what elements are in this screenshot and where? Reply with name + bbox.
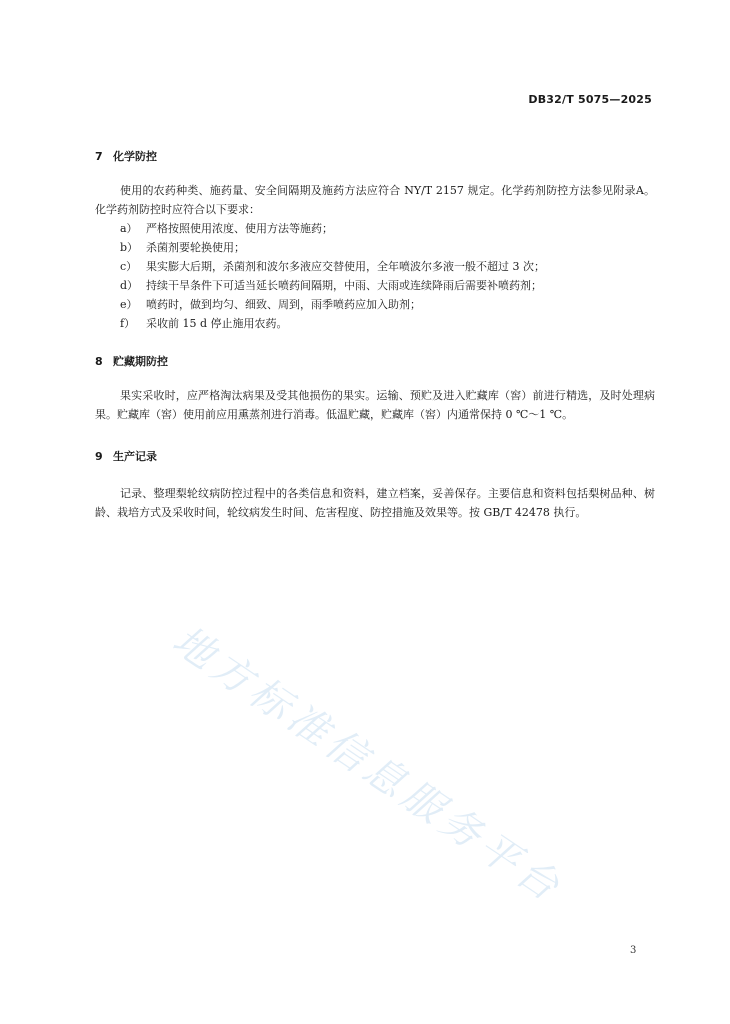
section-8-body: 果实采收时，应严格淘汰病果及受其他损伤的果实。运输、预贮及进入贮藏库（窖）前进行精选，及时处理病果。贮藏库（窖）使用前应用熏蒸剂进行消毒。低温贮藏，贮藏库（窖）内通常保持 0 ℃～1 ℃。 xyxy=(95,389,655,421)
section-title: 贮藏期防控 xyxy=(113,355,168,368)
watermark: 地方标准信息服务平台 xyxy=(164,617,572,913)
standard-code: DB32/T 5075—2025 xyxy=(528,93,652,106)
list-text: 果实膨大后期，杀菌剂和波尔多液应交替使用，全年喷波尔多液一般不超过 3 次； xyxy=(146,260,545,273)
section-title: 化学防控 xyxy=(113,150,157,163)
list-item xyxy=(120,219,660,238)
list-text: 杀菌剂要轮换使用； xyxy=(146,241,245,254)
list-item xyxy=(120,238,660,257)
list-text: 喷药时，做到均匀、细致、周到，雨季喷药应加入助剂； xyxy=(146,298,421,311)
page-number: 3 xyxy=(630,945,637,956)
list-text: 持续干旱条件下可适当延长喷药间隔期，中雨、大雨或连续降雨后需要补喷药剂； xyxy=(146,279,542,292)
list-marker: e） xyxy=(120,298,138,311)
section-number: 9 xyxy=(95,450,103,463)
list-item xyxy=(120,295,660,314)
list-marker: a） xyxy=(120,222,138,235)
list-text: 严格按照使用浓度、使用方法等施药； xyxy=(146,222,333,235)
section-title: 生产记录 xyxy=(113,450,157,463)
section-heading-8 xyxy=(95,353,168,369)
list-marker: d） xyxy=(120,279,139,292)
list-marker: f） xyxy=(120,317,136,330)
list-item xyxy=(120,314,660,333)
list-item xyxy=(120,276,660,295)
section-7-intro: 使用的农药种类、施药量、安全间隔期及施药方法应符合 NY/T 2157 规定。化学药剂防控方法参见附录A。化学药剂防控时应符合以下要求： xyxy=(95,184,655,216)
section-number: 8 xyxy=(95,355,103,368)
section-heading-7 xyxy=(95,148,157,164)
list-text: 采收前 15 d 停止施用农药。 xyxy=(146,317,288,330)
section-heading-9 xyxy=(95,448,157,464)
section-9-body: 记录、整理梨轮纹病防控过程中的各类信息和资料，建立档案，妥善保存。主要信息和资料包括梨树品种、树龄、栽培方式及采收时间，轮纹病发生时间、危害程度、防控措施及效果等。按 GB/T 42478 执行。 xyxy=(95,487,655,519)
list-item xyxy=(120,257,660,276)
section-number: 7 xyxy=(95,150,103,163)
requirements-list xyxy=(120,219,660,333)
list-marker: b） xyxy=(120,241,139,254)
list-marker: c） xyxy=(120,260,138,273)
